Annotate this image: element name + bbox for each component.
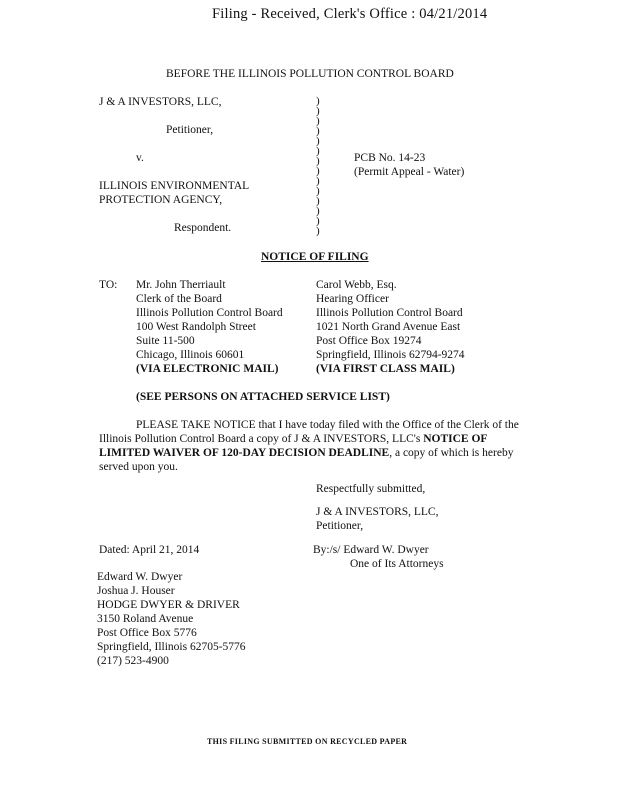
recipient-left-line: Suite 11-500 [136, 335, 195, 347]
versus: v. [136, 152, 144, 164]
to-label: TO: [99, 279, 118, 291]
notice-text-after: , a copy of which is hereby served upon you. [99, 447, 514, 473]
recipient-right-line: Carol Webb, Esq. [316, 279, 397, 291]
recipient-right-line: 1021 North Grand Avenue East [316, 321, 461, 333]
recycled-paper-note: THIS FILING SUBMITTED ON RECYCLED PAPER [207, 737, 408, 746]
respondent-name-line1: ILLINOIS ENVIRONMENTAL [99, 180, 250, 192]
attorney-line: Joshua J. Houser [97, 585, 175, 597]
recipient-left-line: Mr. John Therriault [136, 279, 226, 291]
attorney-line: 3150 Roland Avenue [97, 613, 194, 625]
notice-text-before: PLEASE TAKE NOTICE that I have today filed with the Office of the Clerk of the Illinois Pollution Control Board a copy of J & A INVESTORS, LLC's [99, 419, 519, 445]
recipient-left-line: 100 West Randolph Street [136, 321, 256, 333]
case-number: PCB No. 14-23 [354, 152, 426, 164]
attorney-line: Springfield, Illinois 62705-5776 [97, 641, 246, 653]
delivery-method-right: (VIA FIRST CLASS MAIL) [316, 363, 455, 375]
respondent-role: Respondent. [174, 222, 232, 234]
delivery-method-left: (VIA ELECTRONIC MAIL) [136, 363, 279, 375]
recipient-clerk [136, 278, 283, 376]
recipient-hearing-officer [316, 278, 465, 376]
attorney-line: HODGE DWYER & DRIVER [97, 599, 240, 611]
closing: Respectfully submitted, [316, 483, 426, 495]
notice-title: NOTICE OF FILING [261, 251, 369, 263]
attorney-role: One of Its Attorneys [350, 558, 444, 570]
signature-client-role: Petitioner, [316, 520, 364, 532]
dated: Dated: April 21, 2014 [99, 544, 200, 556]
board-heading: BEFORE THE ILLINOIS POLLUTION CONTROL BOARD [166, 68, 454, 80]
recipient-right-line: Hearing Officer [316, 293, 389, 305]
attorney-line: Post Office Box 5776 [97, 627, 197, 639]
petitioner-name: J & A INVESTORS, LLC, [99, 96, 222, 108]
recipient-left-line: Illinois Pollution Control Board [136, 307, 283, 319]
caption-brackets: ) ) ) ) ) ) ) ) ) ) ) ) ) ) [316, 95, 320, 237]
respondent-name-line2: PROTECTION AGENCY, [99, 194, 223, 206]
notice-paragraph [99, 418, 533, 474]
attorney-block [97, 570, 246, 668]
signature-by-line: By:/s/ Edward W. Dwyer [313, 544, 429, 556]
signature-client: J & A INVESTORS, LLC, [316, 506, 439, 518]
recipient-right-line: Post Office Box 19274 [316, 335, 422, 347]
recipient-left-line: Clerk of the Board [136, 293, 222, 305]
petitioner-role: Petitioner, [166, 124, 214, 136]
attorney-line: Edward W. Dwyer [97, 571, 183, 583]
case-type: (Permit Appeal - Water) [354, 166, 465, 178]
attorney-line: (217) 523-4900 [97, 655, 169, 667]
service-list-note: (SEE PERSONS ON ATTACHED SERVICE LIST) [136, 391, 390, 403]
recipient-left-line: Chicago, Illinois 60601 [136, 349, 245, 361]
filing-stamp: Filing - Received, Clerk's Office : 04/21/2014 [212, 6, 488, 22]
recipient-right-line: Illinois Pollution Control Board [316, 307, 463, 319]
notice-document-title: NOTICE OF LIMITED WAIVER OF 120-DAY DECISION DEADLINE [99, 433, 487, 459]
recipient-right-line: Springfield, Illinois 62794-9274 [316, 349, 465, 361]
